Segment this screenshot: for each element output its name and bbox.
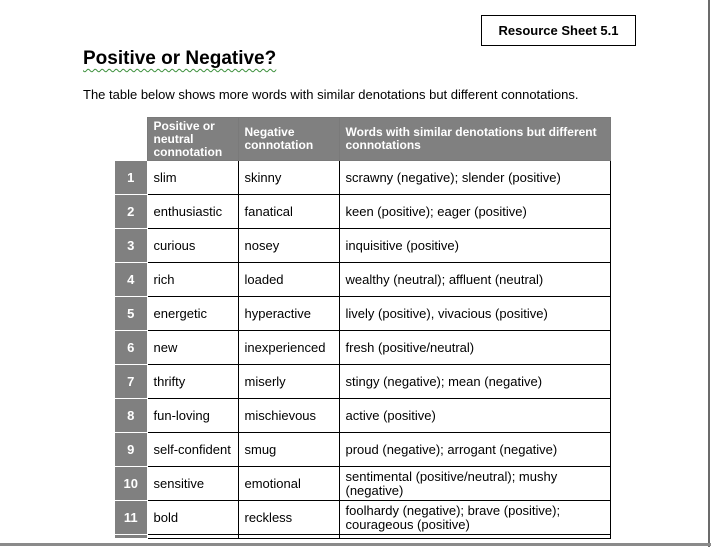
row-number: 3 bbox=[115, 229, 147, 263]
table-row bbox=[115, 433, 610, 467]
negative-word: mischievous bbox=[238, 399, 339, 433]
cutoff-cell bbox=[115, 535, 147, 539]
similar-words: active (positive) bbox=[339, 399, 610, 433]
row-number: 1 bbox=[115, 161, 147, 195]
row-number: 9 bbox=[115, 433, 147, 467]
table-row bbox=[115, 399, 610, 433]
header-blank-cell bbox=[115, 118, 147, 161]
row-number: 5 bbox=[115, 297, 147, 331]
negative-word: emotional bbox=[238, 467, 339, 501]
negative-word: reckless bbox=[238, 501, 339, 535]
table-row bbox=[115, 229, 610, 263]
table-row bbox=[115, 331, 610, 365]
negative-word: miserly bbox=[238, 365, 339, 399]
positive-word: rich bbox=[147, 263, 238, 297]
positive-word: sensitive bbox=[147, 467, 238, 501]
positive-word: slim bbox=[147, 161, 238, 195]
negative-word: nosey bbox=[238, 229, 339, 263]
table-row bbox=[115, 161, 610, 195]
connotation-table bbox=[115, 117, 611, 539]
header-positive: Positive or neutral connotation bbox=[147, 118, 238, 161]
table-row bbox=[115, 467, 610, 501]
page-edge-right bbox=[708, 0, 710, 547]
similar-words: inquisitive (positive) bbox=[339, 229, 610, 263]
negative-word: skinny bbox=[238, 161, 339, 195]
header-similar: Words with similar denotations but different connotations bbox=[339, 118, 610, 161]
similar-words: keen (positive); eager (positive) bbox=[339, 195, 610, 229]
connotation-table-wrapper bbox=[115, 117, 611, 539]
row-number: 11 bbox=[115, 501, 147, 535]
row-number: 8 bbox=[115, 399, 147, 433]
similar-words: scrawny (negative); slender (positive) bbox=[339, 161, 610, 195]
positive-word: energetic bbox=[147, 297, 238, 331]
cutoff-cell bbox=[339, 535, 610, 539]
positive-word: new bbox=[147, 331, 238, 365]
table-row bbox=[115, 263, 610, 297]
positive-word: bold bbox=[147, 501, 238, 535]
row-number: 10 bbox=[115, 467, 147, 501]
negative-word: fanatical bbox=[238, 195, 339, 229]
similar-words: proud (negative); arrogant (negative) bbox=[339, 433, 610, 467]
positive-word: curious bbox=[147, 229, 238, 263]
positive-word: thrifty bbox=[147, 365, 238, 399]
page-title bbox=[83, 48, 276, 70]
row-number: 4 bbox=[115, 263, 147, 297]
similar-words: fresh (positive/neutral) bbox=[339, 331, 610, 365]
row-number: 6 bbox=[115, 331, 147, 365]
table-row bbox=[115, 501, 610, 535]
similar-words: wealthy (neutral); affluent (neutral) bbox=[339, 263, 610, 297]
similar-words: foolhardy (negative); brave (positive); courageous (positive) bbox=[339, 501, 610, 535]
table-header-row bbox=[115, 118, 610, 161]
header-negative: Negative connotation bbox=[238, 118, 339, 161]
negative-word: inexperienced bbox=[238, 331, 339, 365]
positive-word: self-confident bbox=[147, 433, 238, 467]
similar-words: lively (positive), vivacious (positive) bbox=[339, 297, 610, 331]
resource-sheet-label: Resource Sheet 5.1 bbox=[481, 15, 636, 46]
row-number: 7 bbox=[115, 365, 147, 399]
table-row bbox=[115, 365, 610, 399]
table-row-cutoff bbox=[115, 535, 610, 539]
similar-words: stingy (negative); mean (negative) bbox=[339, 365, 610, 399]
positive-word: fun-loving bbox=[147, 399, 238, 433]
similar-words: sentimental (positive/neutral); mushy (negative) bbox=[339, 467, 610, 501]
intro-text: The table below shows more words with similar denotations but different connotations. bbox=[83, 87, 579, 102]
negative-word: loaded bbox=[238, 263, 339, 297]
page-title-text: Positive or Negative? bbox=[83, 48, 277, 69]
cutoff-cell bbox=[147, 535, 238, 539]
positive-word: enthusiastic bbox=[147, 195, 238, 229]
table-row bbox=[115, 297, 610, 331]
row-number: 2 bbox=[115, 195, 147, 229]
table-row bbox=[115, 195, 610, 229]
cutoff-cell bbox=[238, 535, 339, 539]
page-edge-bottom bbox=[0, 543, 711, 546]
negative-word: smug bbox=[238, 433, 339, 467]
negative-word: hyperactive bbox=[238, 297, 339, 331]
